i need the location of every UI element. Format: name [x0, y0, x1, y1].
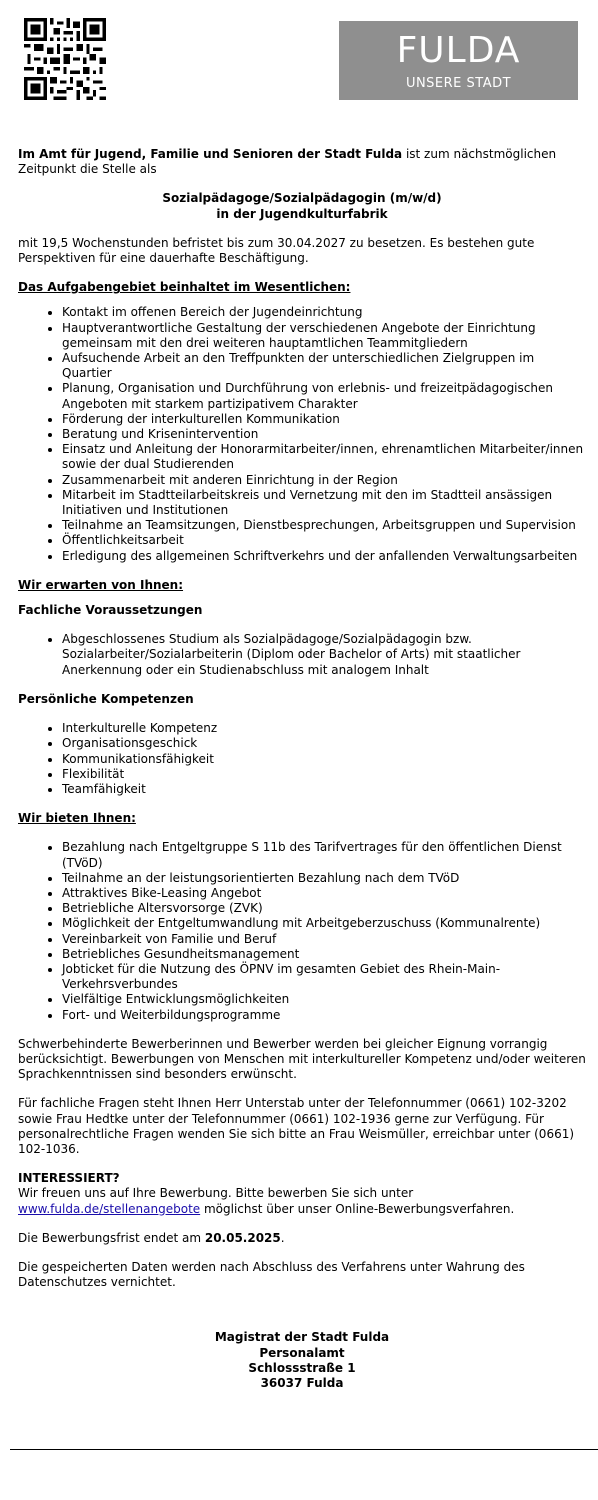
- list-item: • Kontakt im offenen Bereich der Jugendeinrichtung: [62, 305, 586, 320]
- list-item: • Kommunikationsfähigkeit: [62, 752, 586, 767]
- list-item: • Jobticket für die Nutzung des ÖPNV im gesamten Gebiet des Rhein-Main-Verkehrsverbundes: [62, 962, 586, 992]
- apply-heading: INTERESSIERT?: [18, 1171, 120, 1186]
- footer-address: [18, 1330, 586, 1391]
- footer-line-4: 36037 Fulda: [260, 1376, 344, 1390]
- terms-paragraph: mit 19,5 Wochenstunden befristet bis zum 30.04.2027 zu besetzen. Es bestehen gute Perspektiven für eine dauerhafte Beschäftigung.: [18, 235, 535, 266]
- position-block: [18, 191, 586, 221]
- intro-paragraph: [18, 147, 586, 177]
- list-item: • Interkulturelle Kompetenz: [62, 721, 586, 736]
- list-item: • Zusammenarbeit mit anderen Einrichtung in der Region: [62, 473, 586, 488]
- application-link[interactable]: www.fulda.de/stellenangebote: [18, 1201, 201, 1216]
- list-item: • Organisationsgeschick: [62, 736, 586, 751]
- list-item: • Mitarbeit im Stadtteilarbeitskreis und Vernetzung mit den im Stadtteil ansässigen Initiativen und Institutionen: [62, 488, 586, 518]
- footer-line-2: Personalamt: [259, 1345, 345, 1360]
- footer-line-3: Schlossstraße 1: [248, 1360, 356, 1375]
- list-item: • Teamfähigkeit: [62, 782, 586, 797]
- list-item: • Fort- und Weiterbildungsprogramme: [62, 1008, 586, 1023]
- list-item: • Abgeschlossenes Studium als Sozialpädagoge/Sozialpädagogin bzw. Sozialarbeiter/Sozialarbeiterin (Diplom oder Bachelor of Arts) mit staatlicher Anerkennung oder ein Studienabschluss mit analogem Inhalt: [62, 632, 586, 678]
- deadline-text: Die Bewerbungsfrist endet am: [18, 1230, 205, 1245]
- list-item: • Förderung der interkulturellen Kommunikation: [62, 412, 586, 427]
- list-item: • Betriebliches Gesundheitsmanagement: [62, 947, 586, 962]
- offer-list: [18, 840, 586, 1022]
- list-item: • Betriebliche Altersvorsorge (ZVK): [62, 901, 586, 916]
- apply-text-after: möglichst über unser Online-Bewerbungsverfahren.: [200, 1201, 515, 1216]
- footer-line-1: Magistrat der Stadt Fulda: [214, 1330, 390, 1345]
- list-item: • Aufsuchende Arbeit an den Treffpunkten der unterschiedlichen Zielgruppen im Quartier: [62, 351, 586, 381]
- position-title: Sozialpädagoge/Sozialpädagogin (m/w/d): [162, 191, 442, 206]
- intro-department: Im Amt für Jugend, Familie und Senioren der Stadt Fulda: [18, 147, 403, 161]
- position-location: in der Jugendkulturfabrik: [216, 206, 388, 221]
- tasks-list: [18, 305, 586, 563]
- list-item: • Flexibilität: [62, 767, 586, 782]
- list-item: • Teilnahme an der leistungsorientierten Bezahlung nach dem TVöD: [62, 871, 586, 886]
- list-item: • Teilnahme an Teamsitzungen, Dienstbesprechungen, Arbeitsgruppen und Supervision: [62, 518, 586, 533]
- intro-text: ist zum nächstmöglichen Zeitpunkt die Stelle als: [18, 147, 557, 177]
- deadline-end: .: [280, 1230, 285, 1245]
- list-item: • Hauptverantwortliche Gestaltung der verschiedenen Angebote der Einrichtung gemeinsam mit den drei weiteren hauptamtlichen Teammitgliedern: [62, 321, 586, 351]
- list-item: • Vereinbarkeit von Familie und Beruf: [62, 932, 586, 947]
- apply-text-before: Wir freuen uns auf Ihre Bewerbung. Bitte bewerben Sie sich unter: [18, 1186, 414, 1201]
- list-item: • Vielfältige Entwicklungsmöglichkeiten: [62, 992, 586, 1007]
- list-item: • Erledigung des allgemeinen Schriftverkehrs und der anfallenden Verwaltungsarbeiten: [62, 549, 586, 564]
- list-item: • Öffentlichkeitsarbeit: [62, 533, 586, 548]
- list-item: • Planung, Organisation und Durchführung von erlebnis- und freizeitpädagogischen Angeboten mit starkem partizipativem Charakter: [62, 381, 586, 411]
- contact-note: Für fachliche Fragen steht Ihnen Herr Unterstab unter der Telefonnummer (0661) 102-3202 sowie Frau Hedtke unter der Telefonnummer (0661) 102-1936 gerne zur Verfügung. Für personalrechtliche Fragen wenden Sie sich bitte an Frau Weismüller, erreichbar unter (0661) 102-1036.: [18, 1096, 575, 1156]
- privacy-note: Die gespeicherten Daten werden nach Abschluss des Verfahrens unter Wahrung des Datenschutzes vernichtet.: [18, 1259, 525, 1290]
- list-item: • Beratung und Krisenintervention: [62, 427, 586, 442]
- logo-subtitle: UNSERE STADT: [405, 76, 512, 91]
- professional-list: [18, 632, 586, 678]
- personal-heading: Persönliche Kompetenzen: [18, 691, 194, 706]
- expect-heading: Wir erwarten von Ihnen:: [18, 577, 184, 592]
- offer-heading: Wir bieten Ihnen:: [18, 811, 136, 826]
- tasks-heading: Das Aufgabengebiet beinhaltet im Wesentlichen:: [18, 280, 351, 295]
- deadline-paragraph: [18, 1231, 586, 1246]
- personal-list: [18, 721, 586, 797]
- list-item: • Bezahlung nach Entgeltgruppe S 11b des Tarifvertrages für den öffentlichen Dienst (TVöD): [62, 840, 586, 870]
- list-item: • Attraktives Bike-Leasing Angebot: [62, 886, 586, 901]
- footer-divider: [10, 1449, 598, 1450]
- disability-note: Schwerbehinderte Bewerberinnen und Bewerber werden bei gleicher Eignung vorrangig berücksichtigt. Bewerbungen von Menschen mit interkultureller Kompetenz und/oder weiteren Sprachkenntnissen sind besonders erwünscht.: [18, 1036, 586, 1082]
- list-item: • Einsatz und Anleitung der Honorarmitarbeiter/innen, ehrenamtlichen Mitarbeiter/innen sowie der dual Studierenden: [62, 442, 586, 472]
- list-item: • Möglichkeit der Entgeltumwandlung mit Arbeitgeberzuschuss (Kommunalrente): [62, 916, 586, 931]
- professional-heading: Fachliche Voraussetzungen: [18, 603, 203, 618]
- apply-paragraph: [18, 1171, 586, 1217]
- deadline-date: 20.05.2025: [204, 1230, 281, 1245]
- fulda-logo: [339, 21, 578, 100]
- logo-name: FULDA: [396, 30, 521, 71]
- qr-code[interactable]: [24, 18, 106, 100]
- posting-content: [18, 147, 586, 1391]
